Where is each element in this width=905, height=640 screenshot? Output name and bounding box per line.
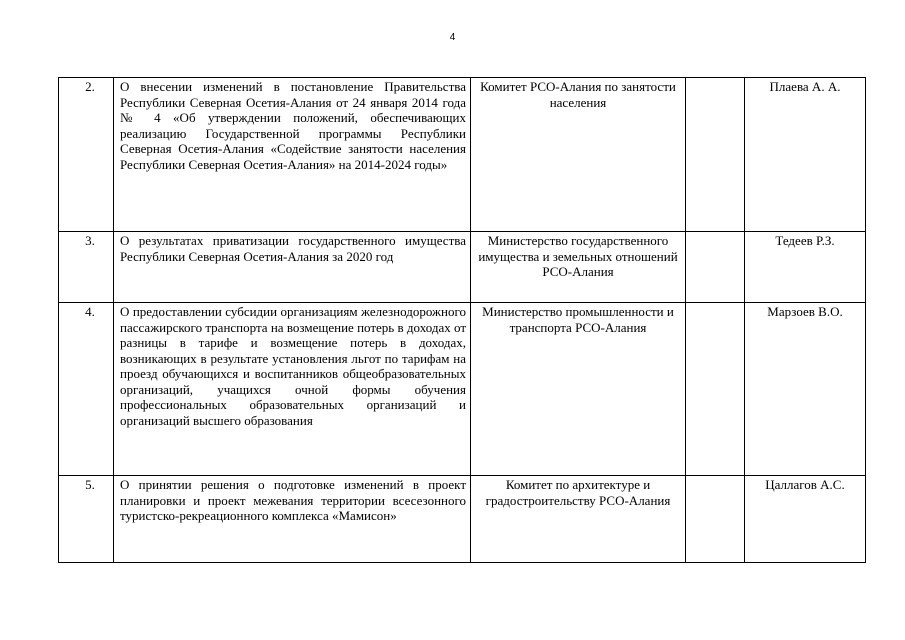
row-number: 5. xyxy=(59,476,114,563)
agenda-item-title: О результатах приватизации государственного имущества Республики Северная Осетия-Алания за 2020 год xyxy=(114,232,471,303)
responsible-organization: Министерство промышленности и транспорта РСО-Алания xyxy=(471,303,686,476)
table-row xyxy=(59,232,866,303)
empty-cell xyxy=(686,476,745,563)
page-number: 4 xyxy=(449,32,456,43)
row-number: 4. xyxy=(59,303,114,476)
agenda-item-title: О принятии решения о подготовке изменений в проект планировки и проект межевания территории всесезонного туристско-рекреационного комплекса «Мамисон» xyxy=(114,476,471,563)
empty-cell xyxy=(686,303,745,476)
empty-cell xyxy=(686,78,745,232)
responsible-person: Плаева А. А. xyxy=(745,78,866,232)
responsible-person: Тедеев Р.З. xyxy=(745,232,866,303)
row-number: 2. xyxy=(59,78,114,232)
responsible-person: Цаллагов А.С. xyxy=(745,476,866,563)
responsible-organization: Комитет по архитектуре и градостроительству РСО-Алания xyxy=(471,476,686,563)
empty-cell xyxy=(686,232,745,303)
agenda-item-title: О внесении изменений в постановление Правительства Республики Северная Осетия-Алания от 24 января 2014 года № 4 «Об утверждении положений, обеспечивающих реализацию Государственной программы Республики Северная Осетия-Алания «Содействие занятости населения Республики Северная Осетия-Алания» на 2014-2024 годы» xyxy=(114,78,471,232)
row-number: 3. xyxy=(59,232,114,303)
table-row xyxy=(59,78,866,232)
responsible-organization: Министерство государственного имущества и земельных отношений РСО-Алания xyxy=(471,232,686,303)
table-row xyxy=(59,303,866,476)
responsible-organization: Комитет РСО-Алания по занятости населения xyxy=(471,78,686,232)
agenda-table xyxy=(58,77,866,563)
responsible-person: Марзоев В.О. xyxy=(745,303,866,476)
table-row xyxy=(59,476,866,563)
agenda-item-title: О предоставлении субсидии организациям железнодорожного пассажирского транспорта на возмещение потерь в доходах от разницы в тарифе и возмещение потерь в доходах, возникающих в результате установления льгот по тарифам на проезд обучающихся и воспитанников общеобразовательных организаций, учащихся очной формы обучения профессиональных образовательных организаций и организаций высшего образования xyxy=(114,303,471,476)
